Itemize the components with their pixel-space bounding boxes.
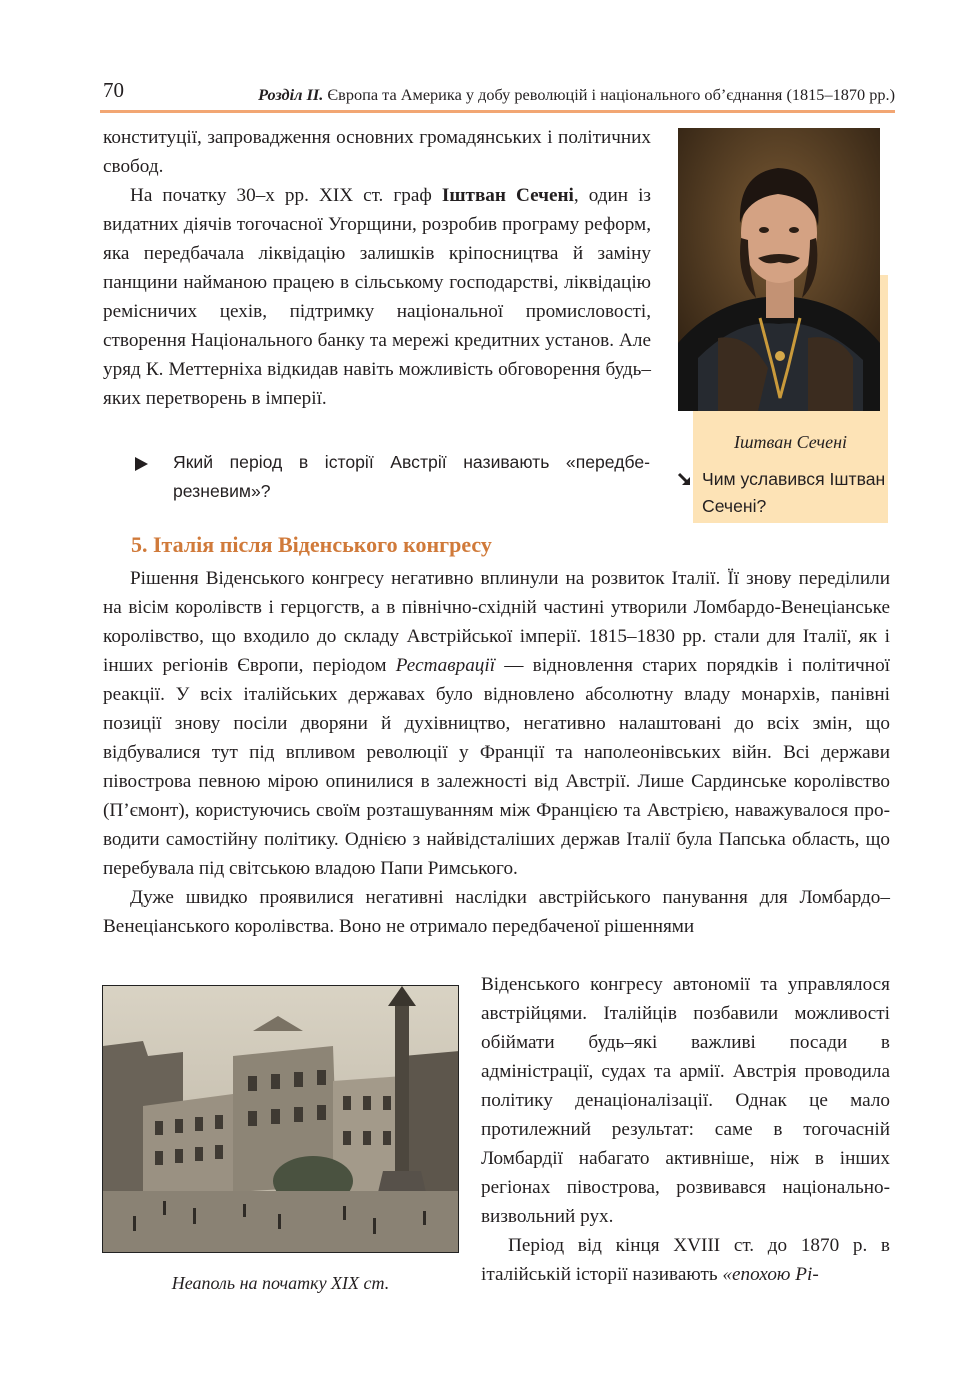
review-question: [135, 448, 650, 506]
naples-photo: [102, 985, 459, 1253]
bold-name: Іштван Сечені: [441, 185, 574, 206]
paragraph-austrian-rule-continued: Віденського конгресу автономії та управлялося австрійцями. Італійців позбавили можливості обіймати будь–які важливі посади в адміністрації, судах та армії. Австрія проводила політику денаціоналізації. Однак це мало протилежний результат: саме в тогочасній Ломбардії набагато активніше, ніж в інших регіонах півострова, розвивався національно-визвольний рух.: [481, 974, 890, 1227]
text-span: Рішення Віденського конгресу негативно вплинули на розвиток Італії. Її знову переділили на вісім королівств і герцогств, а в північно-східній частині утворили Ломбардо-Венеціанське королівство, що входило до складу Австрійської імперії. 1815–1830 рр. стали для Італії, як і інших регіонів Європи, періодом: [103, 568, 890, 676]
paragraph-italy-congress: [103, 564, 890, 883]
running-header-title: Європа та Америка у добу революцій і національного об’єднання (1815–1870 рр.): [327, 85, 895, 104]
paragraph-risorgimento: [481, 1231, 890, 1289]
portrait-image: [678, 128, 880, 411]
photo-caption: Неаполь на початку XIX ст.: [171, 1273, 390, 1293]
portrait-caption: Іштван Сечені: [733, 432, 848, 452]
header-rule: [100, 110, 895, 113]
running-header-section: Розділ ІІ.: [258, 85, 324, 104]
text-span: — відновлення старих порядків і політичної реакції. У всіх італійських державах було відновлено абсолютну владу монархів, панівні позиції знову посіли дворяни й духівництво, негативно налаштовані до всіх змін, що відбувалися тут під впливом революції у Франції та наполеонівських війн. Всі держави півострова певною мірою опинилися в залежності від Австрії. Лише Сардинське королівство (П’ємонт), користуючись своїм розташуванням між Францією та Австрією, наважувалося проводити самостійну політику. Однією з найвідсталіших держав Італії була Папська область, що перебувала під світською владою Папи Римського.: [103, 655, 890, 879]
section-text-right: [481, 970, 890, 1289]
page-number: 70: [103, 78, 124, 102]
top-text-column: [103, 123, 651, 413]
triangle-bullet-icon: [135, 457, 148, 471]
running-header: [190, 85, 895, 105]
section-title: 5. Італія після Віденського конгресу: [131, 532, 492, 557]
sidebar-question: Чим уславився Іштван Сечені?: [702, 469, 886, 516]
text-span: , один із видатних діячів тогочасної Угорщини, розробив програму реформ, яка передбачала ліквідацію залишків кріпосництва й заміну панщини найманою працею в сільському господарстві, ліквідацію ремісничих цехів, підтримку національної промисловості, створення Національного банку та мережі кредитних установ. Але уряд К. Меттерніха відкидав навіть можливість обговорення будь–яких перетворень в імперії.: [103, 185, 651, 409]
paragraph-austrian-rule: Дуже швидко проявилися негативні наслідки австрійського панування для Ломбардо–Венеціанського королівства. Воно не отримало передбаченої рішеннями: [103, 887, 890, 937]
italic-term: «епохою Рі-: [722, 1264, 819, 1285]
text-span: Період від кінця XVIII ст. до 1870 р. в італійській історії називають: [481, 1235, 890, 1285]
review-question-text: Який період в історії Австрії називають «передберезневим»?: [173, 452, 650, 501]
paragraph-szechenyi: [103, 181, 651, 413]
text-span: На початку 30–х рр. XIX ст. граф: [130, 185, 442, 206]
section-text-full: [103, 564, 890, 941]
arrow-down-right-icon: [676, 471, 694, 489]
italic-term: Реставрації: [395, 655, 496, 676]
paragraph-constitution: конституції, запровадження основних громадянських і політичних свобод.: [103, 127, 651, 177]
